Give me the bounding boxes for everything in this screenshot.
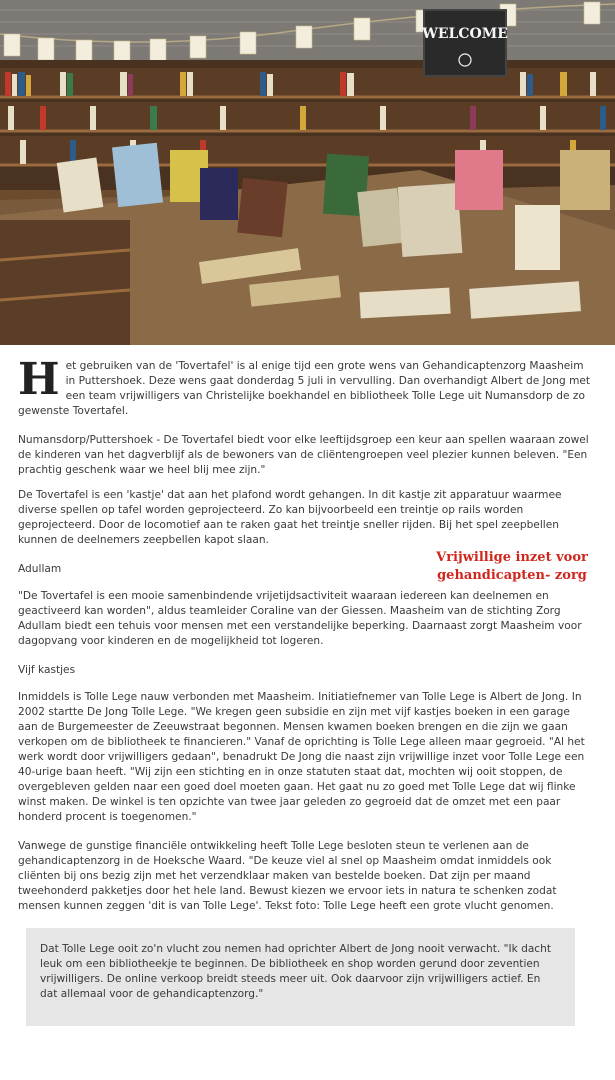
- paragraph-tovertafel: De Tovertafel is een 'kastje' dat aan het plafond wordt gehangen. In dit kastje zit apparatuur waarmee diverse spellen op tafel worden geprojecteerd. Zo kan bijvoorbeeld een treintje op rails worden geprojecteerd. Door de locomotief aan te raken gaat het treintje sneller rijden. Bij het spel zeepbellen kunnen de deelnemers zeepbellen kapot slaan.: [18, 489, 562, 546]
- drop-cap: H: [18, 354, 60, 405]
- subhead-adullam: Adullam: [18, 563, 62, 575]
- lead-text: et gebruiken van de 'Tovertafel' is al enige tijd een grote wens van Gehandicaptenzorg Maasheim in Puttershoek. Deze wens gaat donderdag 5 juli in vervulling. Dan overhandigt Albert de Jong met een team vrijwilligers van Christelijke boekhandel en bibliotheek Tolle Lege uit Numansdorp de zo gewenste Tovertafel.: [18, 360, 591, 417]
- subhead-vijf-kastjes: Vijf kastjes: [18, 664, 76, 676]
- quote-box: Dat Tolle Lege ooit zo'n vlucht zou nemen had oprichter Albert de Jong nooit verwacht. "Ik dacht leuk om een bibliotheekje te beginnen. De bibliotheek en shop worden gerund door zeventien vrijwilligers. De online verkoop breidt steeds meer uit. Ook daarvoor zijn vrijwilligers actief. En dat allemaal voor de gehandicaptenzorg.": [26, 928, 575, 1026]
- bookstore-illustration: [0, 0, 615, 345]
- bookstore-photo: [0, 0, 615, 345]
- pull-quote: Vrijwillige inzet voor gehandicapten- zorg: [436, 550, 588, 583]
- welcome-sign-text: WELCOME: [422, 26, 508, 42]
- lead-paragraph: [18, 354, 591, 419]
- paragraph-intro: Numansdorp/Puttershoek - De Tovertafel biedt voor elke leeftijdsgroep een keur aan spellen waaraan zowel de kinderen van het dagverblijf als de bewoners van de cliëntengroepen veel plezier kunnen beleven. "Een prachtig geschenk waar we heel blij mee zijn.": [18, 434, 589, 476]
- article: [0, 345, 615, 1026]
- paragraph-gehandicaptenzorg: Vanwege de gunstige financiële ontwikkeling heeft Tolle Lege besloten steun te verlenen aan de gehandicaptenzorg in de Hoeksche Waard. "De keuze viel al snel op Maasheim omdat inmiddels ook cliënten bij ons bezig zijn met het verzendklaar maken van bestelde boeken. Dat zijn per maand tweehonderd pakketjes door het hele land. Bewust kiezen we ervoor iets in natura te schenken zodat mensen kunnen zeggen 'dit is van Tolle Lege'. Tekst foto: Tolle Lege heeft een grote vlucht genomen.: [18, 840, 557, 912]
- paragraph-tolle-lege: Inmiddels is Tolle Lege nauw verbonden met Maasheim. Initiatiefnemer van Tolle Lege is Albert de Jong. In 2002 startte De Jong Tolle Lege. "We kregen geen subsidie en zijn met vijf kastjes boeken in een garage aan de Burgemeester de Zeeuwstraat begonnen. Mensen kwamen boeken brengen en die zijn we gaan verkopen om de bibliotheek te financieren." Vanaf de oprichting is Tolle Lege alleen maar gegroeid. "Al het werk wordt door vrijwilligers gedaan", benadrukt De Jong die naast zijn vrijwillige inzet voor Tolle Lege een 40-urige baan heeft. "Wij zijn een stichting en in onze statuten staat dat, mochten wij ooit stoppen, de overgebleven gelden naar een goed doel moeten gaan. Het gaat nu zo goed met Tolle Lege dat wij flinke winst maken. De winkel is ten opzichte van twee jaar geleden zo gegroeid dat de omzet met een paar honderd procent is toegenomen.": [18, 691, 585, 823]
- paragraph-adullam: "De Tovertafel is een mooie samenbindende vrijetijdsactiviteit waaraan iedereen kan deelnemen en geactiveerd kan worden", aldus teamleider Coraline van der Giessen. Maasheim van de stichting Zorg Adullam biedt een tehuis voor mensen met een verstandelijke beperking. Daarnaast zorgt Maasheim voor dagopvang voor kinderen en de mogelijkheid tot logeren.: [18, 590, 582, 647]
